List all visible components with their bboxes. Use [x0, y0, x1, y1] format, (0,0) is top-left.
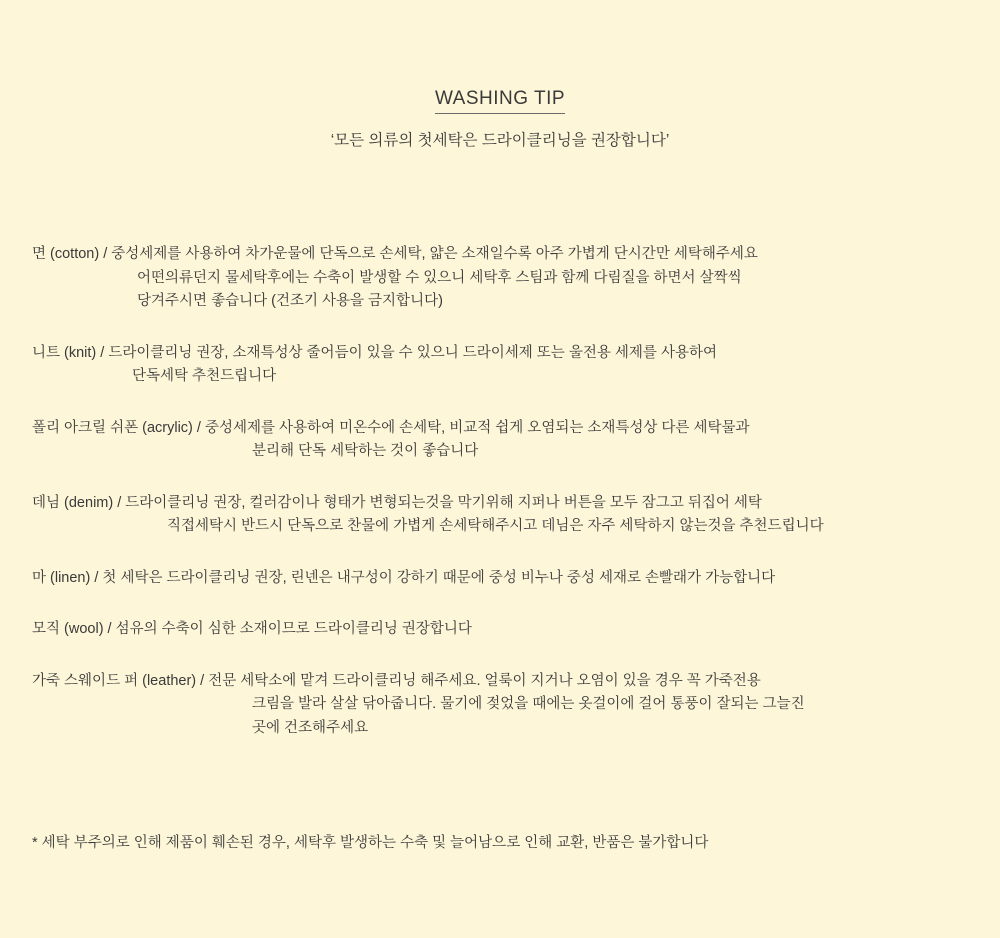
- care-entry-linen: [32, 567, 970, 590]
- page-header: [0, 0, 1000, 151]
- page-title: WASHING TIP: [435, 88, 565, 114]
- footnote-text: * 세탁 부주의로 인해 제품이 훼손된 경우, 세탁후 발생하는 수축 및 늘어남으로 인해 교환, 반품은 불가합니다: [32, 835, 709, 852]
- page-subtitle: ‘모든 의류의 첫세탁은 드라이클리닝을 권장합니다’: [330, 131, 670, 149]
- care-entry-acrylic-line-1: 폴리 아크릴 쉬폰 (acrylic) / 중성세제를 사용하여 미온수에 손세탁, 비교적 쉽게 오염되는 소재특성상 다른 세탁물과: [32, 419, 750, 436]
- care-entry-denim-line-1: 데님 (denim) / 드라이클리닝 권장, 컬러감이나 형태가 변형되는것을 막기위해 지퍼나 버튼을 모두 잠그고 뒤집어 세탁: [32, 494, 762, 511]
- care-entry-acrylic-line-2: 분리해 단독 세탁하는 것이 좋습니다: [252, 443, 479, 460]
- care-entry-denim: [32, 492, 970, 539]
- care-entry-cotton-line-3: 당겨주시면 좋습니다 (건조기 사용을 금지합니다): [137, 293, 443, 310]
- care-entry-denim-line-2: 직접세탁시 반드시 단독으로 찬물에 가볍게 손세탁해주시고 데님은 자주 세탁하지 않는것을 추천드립니다: [167, 518, 824, 535]
- care-entry-knit-line-2: 단독세탁 추천드립니다: [132, 368, 277, 385]
- care-entry-acrylic: [32, 417, 970, 464]
- care-entry-cotton-line-1: 면 (cotton) / 중성세제를 사용하여 차가운물에 단독으로 손세탁, 얇은 소재일수록 아주 가볍게 단시간만 세탁해주세요: [32, 246, 758, 263]
- care-entry-cotton: [32, 243, 970, 313]
- care-entry-wool-line-1: 모직 (wool) / 섬유의 수축이 심한 소재이므로 드라이클리닝 권장합니다: [32, 621, 472, 638]
- care-entry-linen-line-1: 마 (linen) / 첫 세탁은 드라이클리닝 권장, 린넨은 내구성이 강하기 때문에 중성 비누나 중성 세재로 손빨래가 가능합니다: [32, 569, 776, 586]
- care-entry-cotton-line-2: 어떤의류던지 물세탁후에는 수축이 발생할 수 있으니 세탁후 스팀과 함께 다림질을 하면서 살짝씩: [137, 269, 742, 286]
- care-entry-knit: [32, 342, 970, 389]
- care-entry-wool: [32, 618, 970, 641]
- care-entry-leather-line-3: 곳에 건조해주세요: [252, 719, 369, 736]
- care-entry-leather: [32, 670, 970, 740]
- care-entry-leather-line-1: 가죽 스웨이드 퍼 (leather) / 전문 세탁소에 맡겨 드라이클리닝 해주세요. 얼룩이 지거나 오염이 있을 경우 꼭 가죽전용: [32, 672, 761, 689]
- care-entry-knit-line-1: 니트 (knit) / 드라이클리닝 권장, 소재특성상 줄어듬이 있을 수 있으니 드라이세제 또는 울전용 세제를 사용하여: [32, 344, 717, 361]
- care-instructions-list: [0, 243, 1000, 740]
- care-entry-leather-line-2: 크림을 발라 살살 닦아줍니다. 물기에 젖었을 때에는 옷걸이에 걸어 통풍이 잘되는 그늘진: [252, 696, 805, 713]
